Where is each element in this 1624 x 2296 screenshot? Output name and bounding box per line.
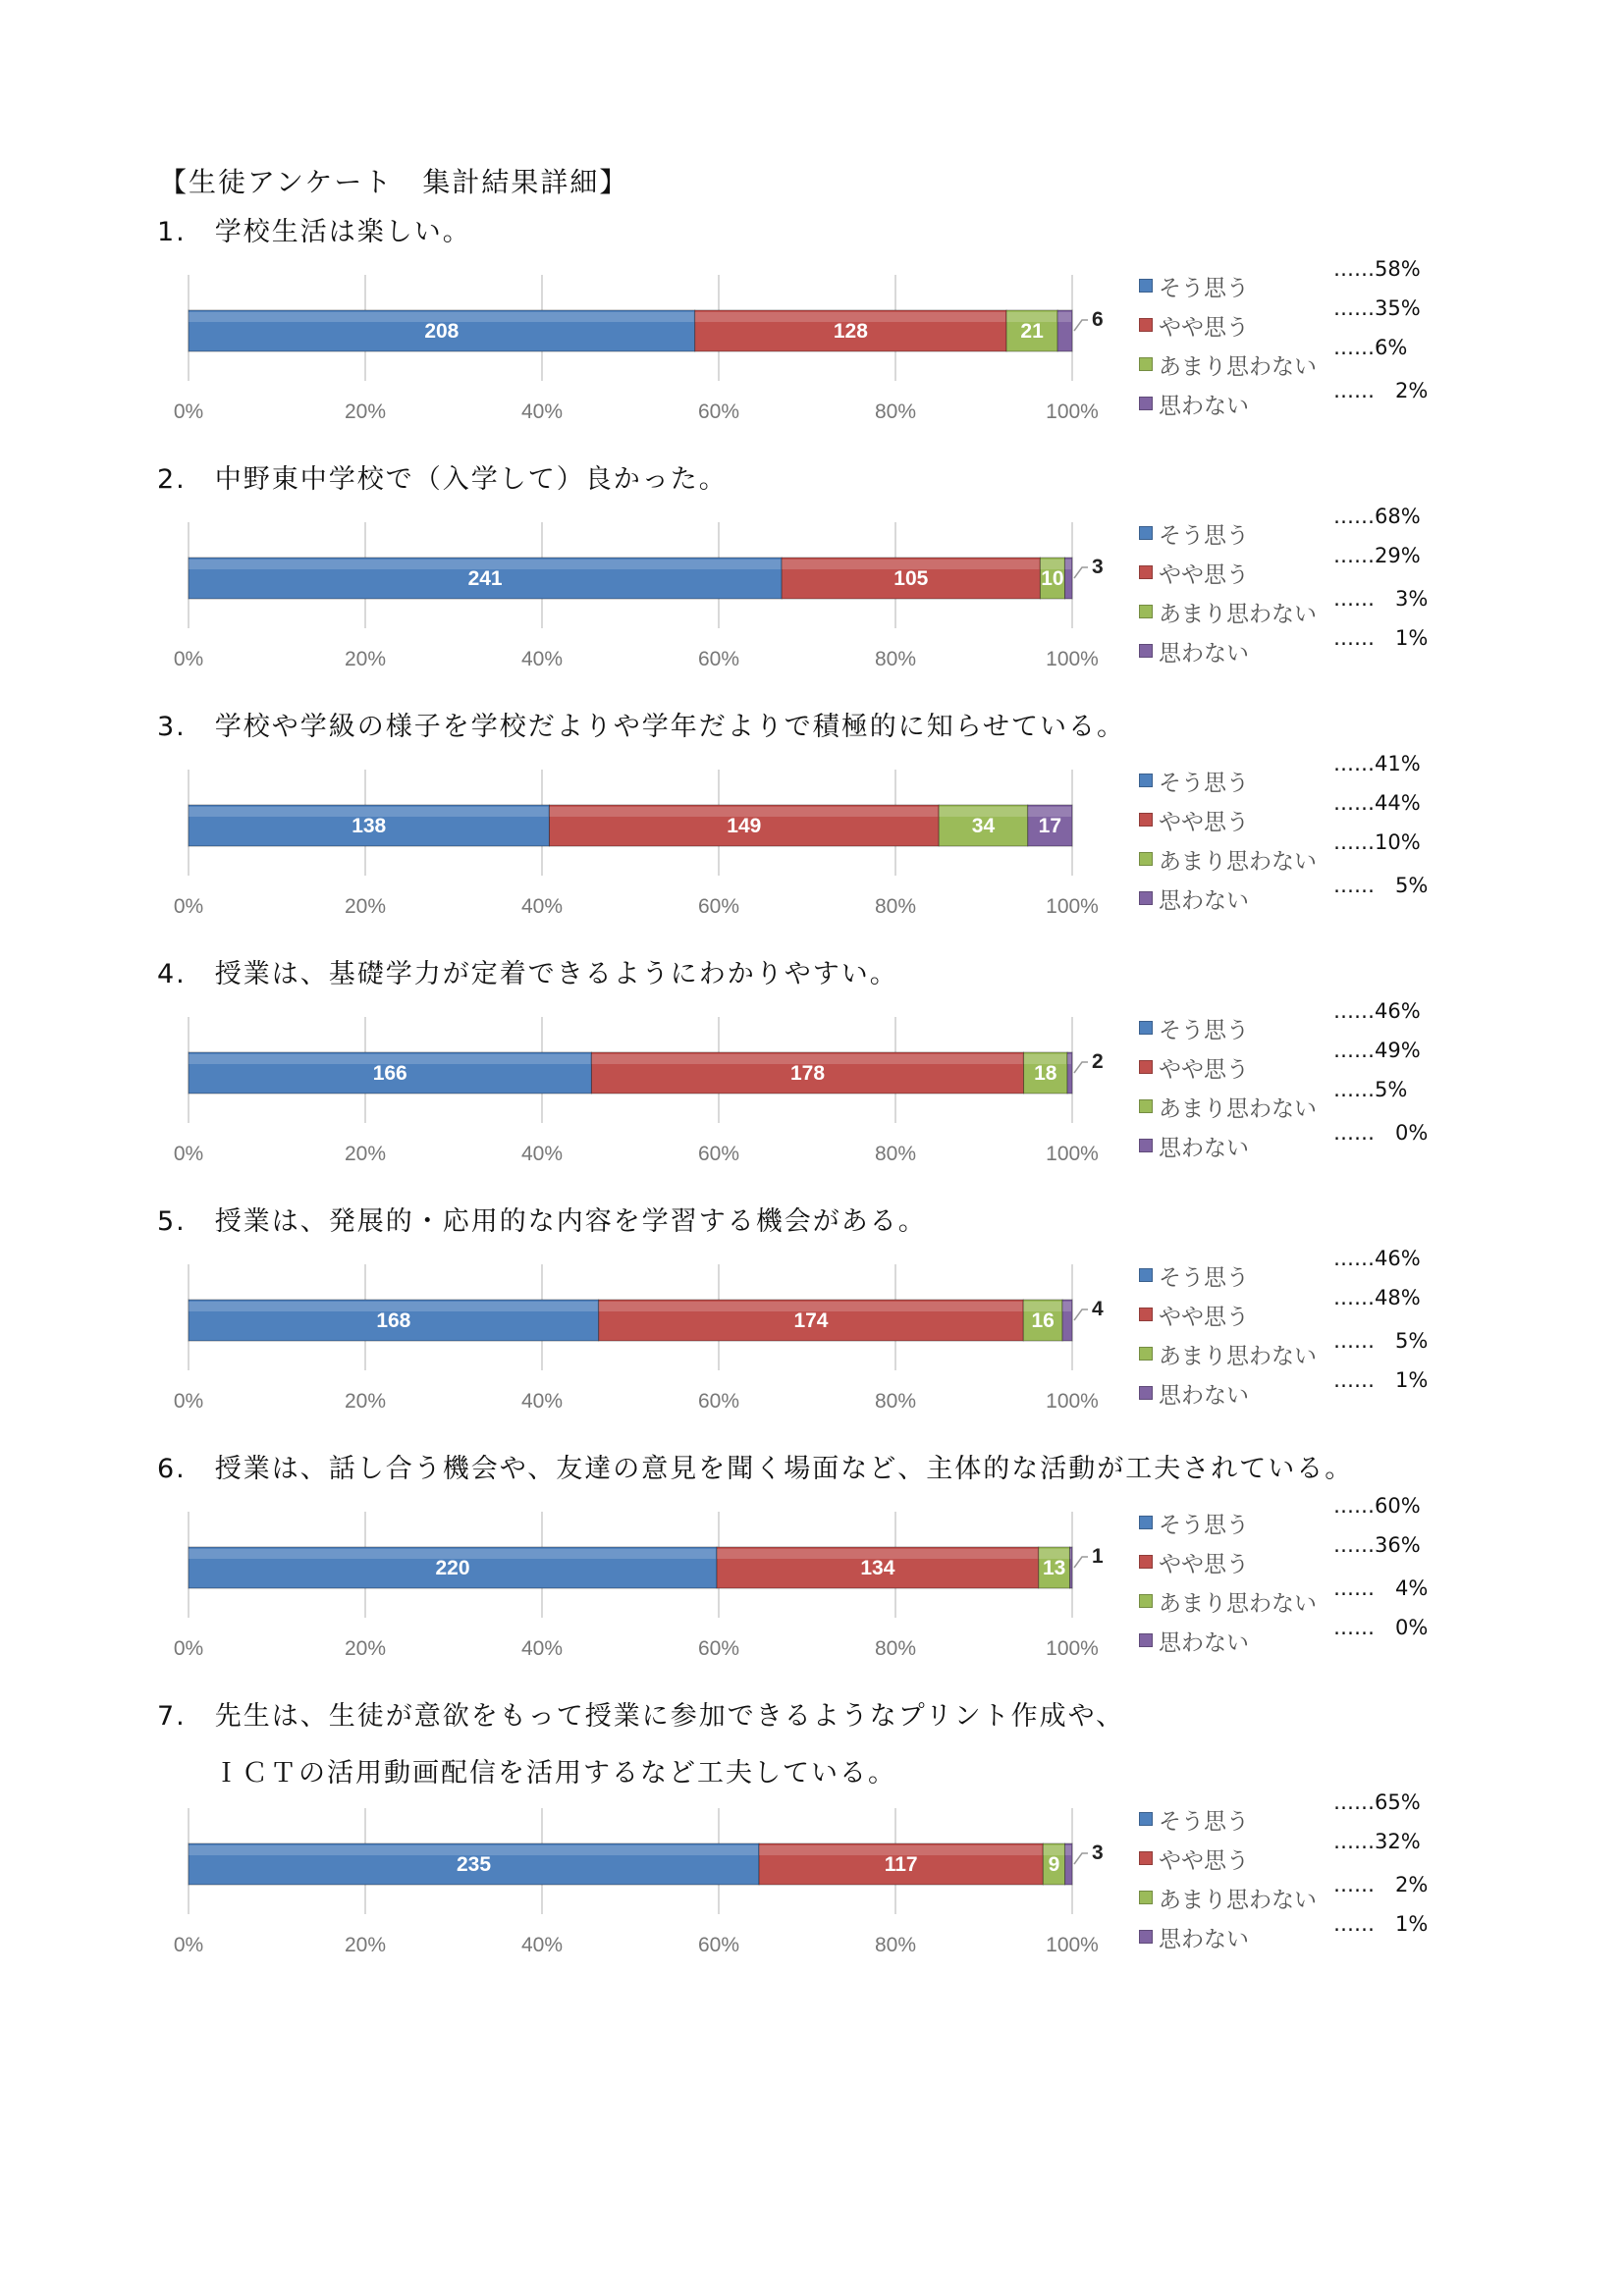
data-label: 241	[467, 567, 503, 590]
legend-item	[1139, 1052, 1249, 1082]
x-tick-label: 60%	[697, 895, 740, 918]
x-tick-label: 0%	[173, 1637, 204, 1660]
legend-swatch	[1139, 1347, 1153, 1361]
x-tick-label: 100%	[1046, 1637, 1099, 1660]
x-tick-label: 60%	[697, 1637, 740, 1660]
question-3-text: 3. 学校や学級の様子を学校だよりや学年だよりで積極的に知らせている。	[157, 712, 1125, 742]
data-label: 235	[456, 1853, 492, 1876]
data-label: 138	[352, 815, 387, 837]
chart-4	[0, 999, 1624, 1192]
x-tick-label: 100%	[1046, 1390, 1099, 1413]
percent-label: ……68%	[1333, 505, 1421, 528]
percent-label: ……46%	[1333, 1247, 1421, 1270]
chart-6	[0, 1494, 1624, 1686]
percent-label: ……48%	[1333, 1286, 1421, 1309]
legend-label: 思わない	[1159, 1926, 1249, 1952]
legend-label: そう思う	[1159, 275, 1249, 301]
legend-swatch	[1139, 318, 1153, 332]
legend-label: そう思う	[1159, 770, 1249, 796]
data-label: 117	[884, 1853, 918, 1876]
question-1-text: 1. 学校生活は楽しい。	[157, 217, 471, 247]
percent-label: ……60%	[1333, 1494, 1421, 1518]
percent-label: ……29%	[1333, 544, 1421, 567]
chart-5	[0, 1247, 1624, 1439]
segment-highlight	[1062, 1302, 1071, 1311]
question-5-text: 5. 授業は、発展的・応用的な内容を学習する機会がある。	[157, 1206, 927, 1237]
data-label: 208	[424, 320, 460, 343]
legend-label: やや思う	[1159, 809, 1249, 835]
legend-swatch	[1139, 397, 1153, 410]
percent-label: …… 0%	[1333, 1616, 1429, 1639]
legend-swatch	[1139, 852, 1153, 866]
legend-label: やや思う	[1159, 1551, 1249, 1577]
segment-highlight	[1057, 312, 1071, 322]
x-tick-label: 80%	[874, 1390, 917, 1413]
legend-item	[1139, 1843, 1249, 1873]
x-tick-label: 40%	[520, 1934, 564, 1956]
legend-swatch	[1139, 1268, 1153, 1282]
leader-line	[1074, 1853, 1088, 1864]
legend-label: あまり思わない	[1159, 1590, 1317, 1617]
chart-3	[0, 752, 1624, 944]
segment-highlight	[1067, 1054, 1071, 1064]
x-tick-label: 0%	[173, 1390, 204, 1413]
x-tick-label: 0%	[173, 1934, 204, 1956]
legend-label: あまり思わない	[1159, 848, 1317, 875]
legend-item	[1139, 1131, 1249, 1160]
legend-item	[1139, 1300, 1249, 1329]
data-label: 1	[1092, 1545, 1104, 1568]
legend-item	[1139, 805, 1249, 834]
legend-label: あまり思わない	[1159, 353, 1317, 380]
x-tick-label: 60%	[697, 1143, 740, 1165]
legend-label: 思わない	[1159, 1135, 1249, 1161]
legend-swatch	[1139, 1812, 1153, 1826]
x-tick-label: 0%	[173, 400, 204, 423]
data-label: 174	[793, 1309, 829, 1332]
data-label: 16	[1031, 1309, 1055, 1332]
data-label: 3	[1092, 1842, 1104, 1864]
legend-swatch	[1139, 1386, 1153, 1400]
x-tick-label: 0%	[173, 1143, 204, 1165]
x-tick-label: 40%	[520, 895, 564, 918]
data-label: 220	[435, 1557, 470, 1579]
leader-line	[1074, 1062, 1088, 1073]
x-tick-label: 60%	[697, 1390, 740, 1413]
x-tick-label: 20%	[344, 400, 387, 423]
question-4-text: 4. 授業は、基礎学力が定着できるようにわかりやすい。	[157, 959, 898, 989]
legend-label: そう思う	[1159, 1808, 1249, 1835]
legend-item	[1139, 1586, 1317, 1616]
legend-swatch	[1139, 1891, 1153, 1904]
legend-item	[1139, 1922, 1249, 1951]
x-tick-label: 20%	[344, 1934, 387, 1956]
legend-item	[1139, 389, 1249, 418]
legend-label: やや思う	[1159, 561, 1249, 588]
question-7-text-line-1: 7. 先生は、生徒が意欲をもって授業に参加できるようなプリント作成や、	[157, 1701, 1125, 1732]
percent-label: …… 1%	[1333, 1368, 1429, 1392]
percent-label: …… 2%	[1333, 379, 1429, 402]
segment-highlight	[1070, 1549, 1071, 1559]
legend-swatch	[1139, 605, 1153, 618]
legend-swatch	[1139, 1851, 1153, 1865]
x-tick-label: 20%	[344, 1390, 387, 1413]
legend-label: 思わない	[1159, 887, 1249, 914]
x-tick-label: 0%	[173, 895, 204, 918]
legend-label: 思わない	[1159, 1629, 1249, 1656]
legend-label: あまり思わない	[1159, 1095, 1317, 1122]
legend-label: やや思う	[1159, 314, 1249, 341]
data-label: 18	[1034, 1062, 1057, 1085]
segment-highlight	[1065, 1845, 1071, 1855]
legend-swatch	[1139, 1555, 1153, 1569]
data-label: 9	[1048, 1853, 1060, 1876]
leader-line	[1074, 1309, 1088, 1320]
x-tick-label: 20%	[344, 1143, 387, 1165]
segment-highlight	[1064, 560, 1071, 569]
x-tick-label: 0%	[173, 648, 204, 670]
legend-item	[1139, 636, 1249, 666]
x-tick-label: 100%	[1046, 1934, 1099, 1956]
data-label: 134	[860, 1557, 895, 1579]
legend-label: あまり思わない	[1159, 601, 1317, 627]
legend-label: やや思う	[1159, 1056, 1249, 1083]
x-tick-label: 100%	[1046, 648, 1099, 670]
data-label: 178	[789, 1062, 826, 1085]
x-tick-label: 80%	[874, 400, 917, 423]
data-label: 166	[372, 1062, 407, 1085]
legend-swatch	[1139, 1633, 1153, 1647]
percent-label: ……41%	[1333, 752, 1421, 775]
x-tick-label: 40%	[520, 1390, 564, 1413]
data-label: 168	[376, 1309, 411, 1332]
percent-label: …… 0%	[1333, 1121, 1429, 1145]
legend-item	[1139, 1547, 1249, 1576]
x-tick-label: 80%	[874, 1143, 917, 1165]
percent-label: …… 5%	[1333, 874, 1429, 897]
legend-swatch	[1139, 1060, 1153, 1074]
legend-swatch	[1139, 774, 1153, 787]
question-2	[157, 452, 728, 508]
question-1	[157, 204, 471, 261]
x-tick-label: 100%	[1046, 400, 1099, 423]
x-tick-label: 20%	[344, 895, 387, 918]
legend-item	[1139, 1013, 1249, 1042]
legend-label: そう思う	[1159, 1264, 1249, 1291]
legend-label: 思わない	[1159, 393, 1249, 419]
data-label: 17	[1038, 815, 1062, 837]
percent-label: …… 4%	[1333, 1576, 1429, 1600]
legend-item	[1139, 1092, 1317, 1121]
data-label: 128	[833, 320, 868, 343]
percent-label: ……32%	[1333, 1830, 1421, 1853]
legend-item	[1139, 271, 1249, 300]
data-label: 2	[1092, 1050, 1104, 1073]
legend-label: やや思う	[1159, 1847, 1249, 1874]
question-7-text-line-2: ＩＣＴの活用動画配信を活用するなど工夫している。	[213, 1758, 896, 1789]
legend-swatch	[1139, 1308, 1153, 1321]
x-tick-label: 60%	[697, 648, 740, 670]
legend-swatch	[1139, 1516, 1153, 1529]
legend-swatch	[1139, 279, 1153, 293]
x-tick-label: 80%	[874, 1637, 917, 1660]
x-tick-label: 20%	[344, 648, 387, 670]
chart-7	[0, 1790, 1624, 1983]
leader-line	[1074, 320, 1088, 331]
x-tick-label: 40%	[520, 1143, 564, 1165]
percent-label: ……49%	[1333, 1039, 1421, 1062]
legend-label: そう思う	[1159, 522, 1249, 549]
x-tick-label: 80%	[874, 1934, 917, 1956]
legend-swatch	[1139, 1099, 1153, 1113]
legend-item	[1139, 1378, 1249, 1408]
legend-swatch	[1139, 644, 1153, 658]
question-6-text: 6. 授業は、話し合う機会や、友達の意見を聞く場面など、主体的な活動が工夫されている。	[157, 1454, 1354, 1484]
data-label: 10	[1041, 567, 1064, 590]
question-5	[157, 1194, 927, 1251]
legend-item	[1139, 844, 1317, 874]
legend-swatch	[1139, 1930, 1153, 1944]
chart-2	[0, 505, 1624, 697]
question-6	[157, 1441, 1353, 1498]
percent-label: ……10%	[1333, 830, 1421, 854]
legend-label: あまり思わない	[1159, 1887, 1317, 1913]
percent-label: ……36%	[1333, 1533, 1421, 1557]
page-title: 【生徒アンケート 集計結果詳細】	[159, 166, 629, 198]
legend-label: あまり思わない	[1159, 1343, 1317, 1369]
question-2-text: 2. 中野東中学校で（入学して）良かった。	[157, 464, 728, 495]
x-tick-label: 80%	[874, 648, 917, 670]
legend-item	[1139, 1339, 1317, 1368]
legend-label: 思わない	[1159, 1382, 1249, 1409]
percent-label: ……6%	[1333, 336, 1408, 359]
legend-item	[1139, 883, 1249, 913]
legend-item	[1139, 597, 1317, 626]
data-label: 13	[1042, 1557, 1066, 1579]
percent-label: …… 5%	[1333, 1329, 1429, 1353]
legend-item	[1139, 1260, 1249, 1290]
legend-item	[1139, 766, 1249, 795]
legend-label: 思わない	[1159, 640, 1249, 667]
legend-item	[1139, 1626, 1249, 1655]
data-label: 3	[1092, 556, 1104, 578]
legend-item	[1139, 1804, 1249, 1834]
question-7	[157, 1688, 1124, 1802]
legend-label: やや思う	[1159, 1304, 1249, 1330]
legend-item	[1139, 310, 1249, 340]
data-label: 149	[727, 815, 762, 837]
percent-label: …… 1%	[1333, 626, 1429, 650]
x-tick-label: 60%	[697, 400, 740, 423]
percent-label: ……5%	[1333, 1078, 1408, 1101]
legend-swatch	[1139, 357, 1153, 371]
chart-1	[0, 257, 1624, 450]
x-tick-label: 100%	[1046, 1143, 1099, 1165]
data-label: 34	[971, 815, 996, 837]
legend-label: そう思う	[1159, 1017, 1249, 1043]
x-tick-label: 40%	[520, 1637, 564, 1660]
percent-label: …… 3%	[1333, 587, 1429, 611]
legend-item	[1139, 558, 1249, 587]
legend-swatch	[1139, 891, 1153, 905]
percent-label: ……35%	[1333, 296, 1421, 320]
legend-item	[1139, 1883, 1317, 1912]
x-tick-label: 20%	[344, 1637, 387, 1660]
legend-swatch	[1139, 813, 1153, 827]
legend-label: そう思う	[1159, 1512, 1249, 1538]
legend-item	[1139, 518, 1249, 548]
x-tick-label: 60%	[697, 1934, 740, 1956]
legend-swatch	[1139, 565, 1153, 579]
x-tick-label: 80%	[874, 895, 917, 918]
x-tick-label: 40%	[520, 400, 564, 423]
legend-item	[1139, 1508, 1249, 1537]
percent-label: ……58%	[1333, 257, 1421, 281]
legend-swatch	[1139, 526, 1153, 540]
leader-line	[1074, 1557, 1088, 1568]
question-3	[157, 699, 1125, 756]
data-label: 21	[1020, 320, 1044, 343]
data-label: 4	[1092, 1298, 1104, 1320]
x-tick-label: 40%	[520, 648, 564, 670]
legend-swatch	[1139, 1021, 1153, 1035]
legend-swatch	[1139, 1139, 1153, 1152]
percent-label: …… 1%	[1333, 1912, 1429, 1936]
data-label: 6	[1092, 308, 1104, 331]
data-label: 105	[893, 567, 929, 590]
question-4	[157, 946, 898, 1003]
legend-item	[1139, 349, 1317, 379]
x-tick-label: 100%	[1046, 895, 1099, 918]
percent-label: ……46%	[1333, 999, 1421, 1023]
legend-swatch	[1139, 1594, 1153, 1608]
percent-label: …… 2%	[1333, 1873, 1429, 1896]
leader-line	[1074, 567, 1088, 578]
percent-label: ……44%	[1333, 791, 1421, 815]
percent-label: ……65%	[1333, 1790, 1421, 1814]
